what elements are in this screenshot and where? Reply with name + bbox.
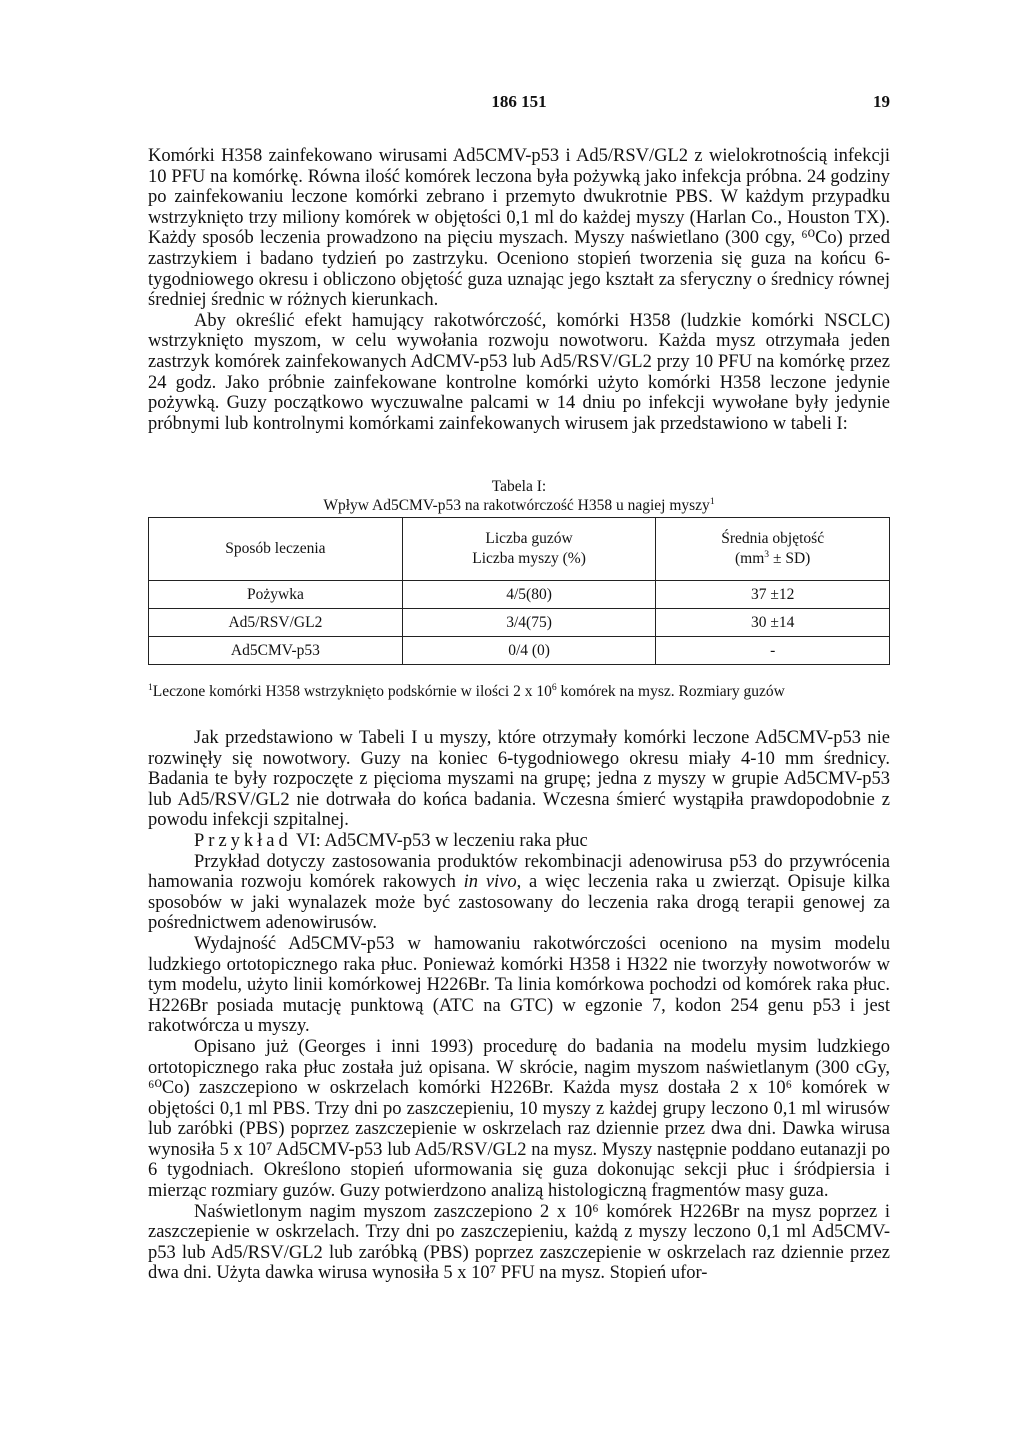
header-treatment: Sposób leczenia <box>149 518 403 581</box>
page-header <box>148 92 890 114</box>
paragraph: Opisano już (Georges i inni 1993) procedurę do badania na modelu mysim ludzkiego ortotopicznego raka płuc została już opisana. W skrócie, nagim myszom naświetlanym (300 cGy, ⁶⁰Co) zaszczepiono w oskrzelach komórki H226Br. Każda mysz dostała 2 x 10⁶ komórek w objętości 0,1 ml PBS. Trzy dni po zaszczepieniu, 10 myszy z każdej grupy leczono 0,1 ml wirusów lub zaróbki (PBS) poprzez zaszczepienie w oskrzelach raz dziennie przez dwa dni. Dawka wirusa wynosiła 5 x 10⁷ Ad5CMV-p53 lub Ad5/RSV/GL2 na mysz. Myszy następnie poddano eutanazji po 6 tygodniach. Określono stopień uformowania się guza dokonując sekcji płuc i śródpiersia i mierząc rozmiary guzów. Guzy potwierdzono analizą histologiczną fragmentów masy guza. <box>148 1036 890 1202</box>
cell-treatment: Ad5/RSV/GL2 <box>149 609 403 637</box>
cell-tumors: 3/4(75) <box>402 609 655 637</box>
paragraph: Jak przedstawiono w Tabeli I u myszy, które otrzymały komórki leczone Ad5CMV-p53 nie rozwinęły się nowotwory. Guzy na koniec 6-tygodniowego okresu miały 4-10 mm średnicy. Badania te były rozpoczęte z pięcioma myszami na grupę; jedna z myszy w grupie Ad5CMV-p53 lub Ad5/RSV/GL2 nie dotrwała do końca badania. Wczesna śmierć wystąpiła prawdopodobnie z powodu infekcji szpitalnej. <box>148 728 890 831</box>
paragraph: Komórki H358 zainfekowano wirusami Ad5CMV-p53 i Ad5/RSV/GL2 z wielokrotnością infekcji 10 PFU na komórkę. Równa ilość komórek leczona była pożywką jako infekcja próbna. 24 godziny po zainfekowaniu leczone komórki zebrano i przemyto dwukrotnie PBS. W każdym przypadku wstrzyknięto trzy miliony komórek w objętości 0,1 ml do każdej myszy (Harlan Co., Houston TX). Każdy sposób leczenia prowadzono na pięciu myszach. Myszy naświetlano (300 cgy, ⁶⁰Co) przed zastrzykiem i badano tydzień po zastrzyku. Oceniono stopień tworzenia się guza na końcu 6-tygodniowego okresu i obliczono objętość guza uznając jego kształt za sferyczny o średnicy równej średniej średnic w różnych kierunkach. <box>148 146 890 311</box>
cell-tumors: 0/4 (0) <box>402 637 655 665</box>
cell-treatment: Pożywka <box>149 581 403 609</box>
example-heading: Przykład VI: Ad5CMV-p53 w leczeniu raka płuc <box>194 830 588 851</box>
header-volume: Średnia objętość $(mm^3 \pm SD)$ <box>656 518 890 581</box>
patent-number: 186 151 <box>491 92 547 111</box>
cell-volume: - <box>656 637 890 665</box>
paragraph: Wydajność Ad5CMV-p53 w hamowaniu rakotwórczości oceniono na mysim modelu ludzkiego ortotopicznego raka płuc. Ponieważ komórki H358 i H322 nie tworzyły nowotworów w tym modelu, użyto linii komórkowej H226Br. Ta linia komórkowa pochodzi od komórek raka płuc. H226Br posiada mutację punktową (ATC na GTC) w egzonie 7, kodon 254 genu p53 i jest rakotwórcza u myszy. <box>148 933 890 1037</box>
paragraph: Przykład dotyczy zastosowania produktów rekombinacji adenowirusa p53 do przywrócenia hamowania rozwoju komórek rakowych in vivo, a więc leczenia raka u zwierząt. Opisuje kilka sposobów w jaki wynalazek może być zastosowany do leczenia raka drogą terapii genowej za pośrednictwem adenowirusów. <box>148 851 890 934</box>
cell-volume: 37 ±12 <box>656 581 890 609</box>
page-number: 19 <box>873 92 890 111</box>
cell-volume: 30 ±14 <box>656 609 890 637</box>
table-header-row <box>149 518 890 581</box>
cell-tumors: 4/5(80) <box>402 581 655 609</box>
table-row <box>149 637 890 665</box>
paragraph: Aby określić efekt hamujący rakotwórczość, komórki H358 (ludzkie komórki NSCLC) wstrzyknięto myszom, w celu wywołania rozwoju nowotworu. Każda mysz otrzymała jeden zastrzyk komórek zainfekowanych AdCMV-p53 lub Ad5/RSV/GL2 przy 10 PFU na komórkę przez 24 godz. Jako próbnie zainfekowane kontrolne komórki użyto komórki H358 leczone jedynie pożywką. Guzy początkowo wyczuwalne palcami w 14 dniu po infekcji wywołane były jedynie próbnymi lub kontrolnymi komórkami zainfekowanych wirusem jak przedstawiono w tabeli I: <box>148 310 890 434</box>
table-caption-label: Tabela I: <box>491 478 547 495</box>
table-caption-title: Wpływ Ad5CMV-p53 na rakotwórczość H358 u nagiej myszy$^1$ <box>323 495 715 514</box>
cell-treatment: Ad5CMV-p53 <box>149 637 403 665</box>
body-text-top <box>148 146 890 434</box>
table-row <box>149 581 890 609</box>
table-row <box>149 609 890 637</box>
body-text-bottom <box>148 728 890 1284</box>
paragraph: Naświetlonym nagim myszom zaszczepiono 2 x 10⁶ komórek H226Br na mysz poprzez i zaszczepienie w oskrzelach. Trzy dni po zaszczepieniu, każdą z myszy leczono 0,1 ml Ad5CMV-p53 lub Ad5/RSV/GL2 lub zaróbką (PBS) poprzez zaszczepienie w oskrzelach raz dziennie przez dwa dni. Użyta dawka wirusa wynosiła 5 x 10⁷ PFU na mysz. Stopień ufor- <box>148 1201 890 1284</box>
results-table <box>148 517 890 665</box>
table-footnote: $^1$Leczone komórki H358 wstrzyknięto podskórnie w ilości 2 x $10^6$ komórek na mysz. Rozmiary guzów <box>148 681 785 700</box>
header-tumors: Liczba guzów Liczba myszy (%) <box>402 518 655 581</box>
